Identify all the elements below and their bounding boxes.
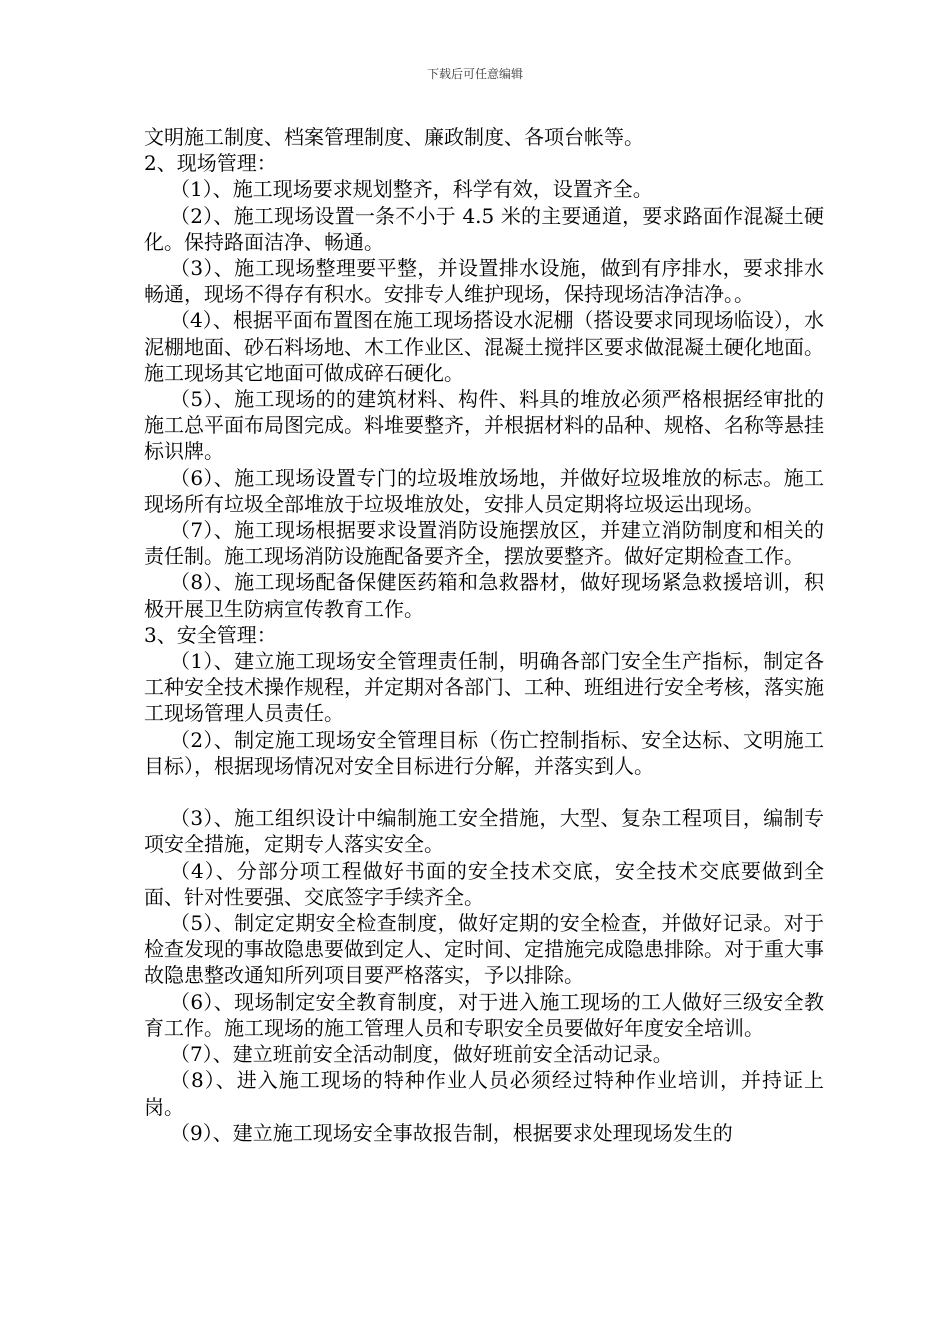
- paragraph: （1）、建立施工现场安全管理责任制，明确各部门安全生产指标，制定各工种安全技术操作规程，并定期对各部门、工种、班组进行安全考核，落实施工现场管理人员责任。: [144, 649, 824, 726]
- document-body: [144, 124, 824, 1146]
- blank-line: [144, 779, 824, 805]
- paragraph: （4）、根据平面布置图在施工现场搭设水泥棚（搭设要求同现场临设），水泥棚地面、砂石料场地、木工作业区、混凝土搅拌区要求做混凝土硬化地面。施工现场其它地面可做成碎石硬化。: [144, 308, 824, 385]
- paragraph: 3、安全管理：: [144, 622, 277, 647]
- paragraph: （8）、施工现场配备保健医药箱和急救器材，做好现场紧急救援培训，积极开展卫生防病宣传教育工作。: [144, 570, 824, 621]
- paragraph: （9）、建立施工现场安全事故报告制，根据要求处理现场发生的: [170, 1120, 733, 1145]
- paragraph: （3）、施工组织设计中编制施工安全措施，大型、复杂工程项目，编制专项安全措施，定期专人落实安全。: [144, 806, 824, 857]
- paragraph: （6）、现场制定安全教育制度，对于进入施工现场的工人做好三级安全教育工作。施工现场的施工管理人员和专职安全员要做好年度安全培训。: [144, 989, 824, 1040]
- paragraph: （5）、施工现场的的建筑材料、构件、料具的堆放必须严格根据经审批的施工总平面布局图完成。料堆要整齐，并根据材料的品种、规格、名称等悬挂标识牌。: [144, 387, 824, 464]
- page-header: 下载后可任意编辑: [426, 67, 523, 81]
- paragraph: （6）、施工现场设置专门的垃圾堆放场地，并做好垃圾堆放的标志。施工现场所有垃圾全部堆放于垃圾堆放处，安排人员定期将垃圾运出现场。: [144, 465, 824, 516]
- paragraph: 2、现场管理：: [144, 151, 277, 176]
- paragraph: （8）、进入施工现场的特种作业人员必须经过特种作业培训，并持证上岗。: [144, 1068, 824, 1119]
- paragraph: （5）、制定定期安全检查制度，做好定期的安全检查，并做好记录。对于检查发现的事故隐患要做到定人、定时间、定措施完成隐患排除。对于重大事故隐患整改通知所列项目要严格落实，予以排除。: [144, 911, 824, 988]
- paragraph: （7）、施工现场根据要求设置消防设施摆放区，并建立消防制度和相关的责任制。施工现场消防设施配备要齐全，摆放要整齐。做好定期检查工作。: [144, 518, 824, 569]
- paragraph: （2）、施工现场设置一条不小于 4.5 米的主要通道，要求路面作混凝土硬化。保持路面洁净、畅通。: [144, 203, 824, 254]
- paragraph: 文明施工制度、档案管理制度、廉政制度、各项台帐等。: [144, 125, 644, 149]
- paragraph: （1）、施工现场要求规划整齐，科学有效，设置齐全。: [170, 177, 653, 202]
- paragraph: （3）、施工现场整理要平整，并设置排水设施，做到有序排水，要求排水畅通，现场不得存有积水。安排专人维护现场，保持现场洁净洁净。。: [144, 256, 824, 307]
- paragraph: （7）、建立班前安全活动制度，做好班前安全活动记录。: [170, 1042, 673, 1067]
- paragraph: （4）、分部分项工程做好书面的安全技术交底，安全技术交底要做到全面、针对性要强、交底签字手续齐全。: [144, 858, 824, 909]
- paragraph: （2）、制定施工现场安全管理目标（伤亡控制指标、安全达标、文明施工目标），根据现场情况对安全目标进行分解，并落实到人。: [144, 727, 824, 778]
